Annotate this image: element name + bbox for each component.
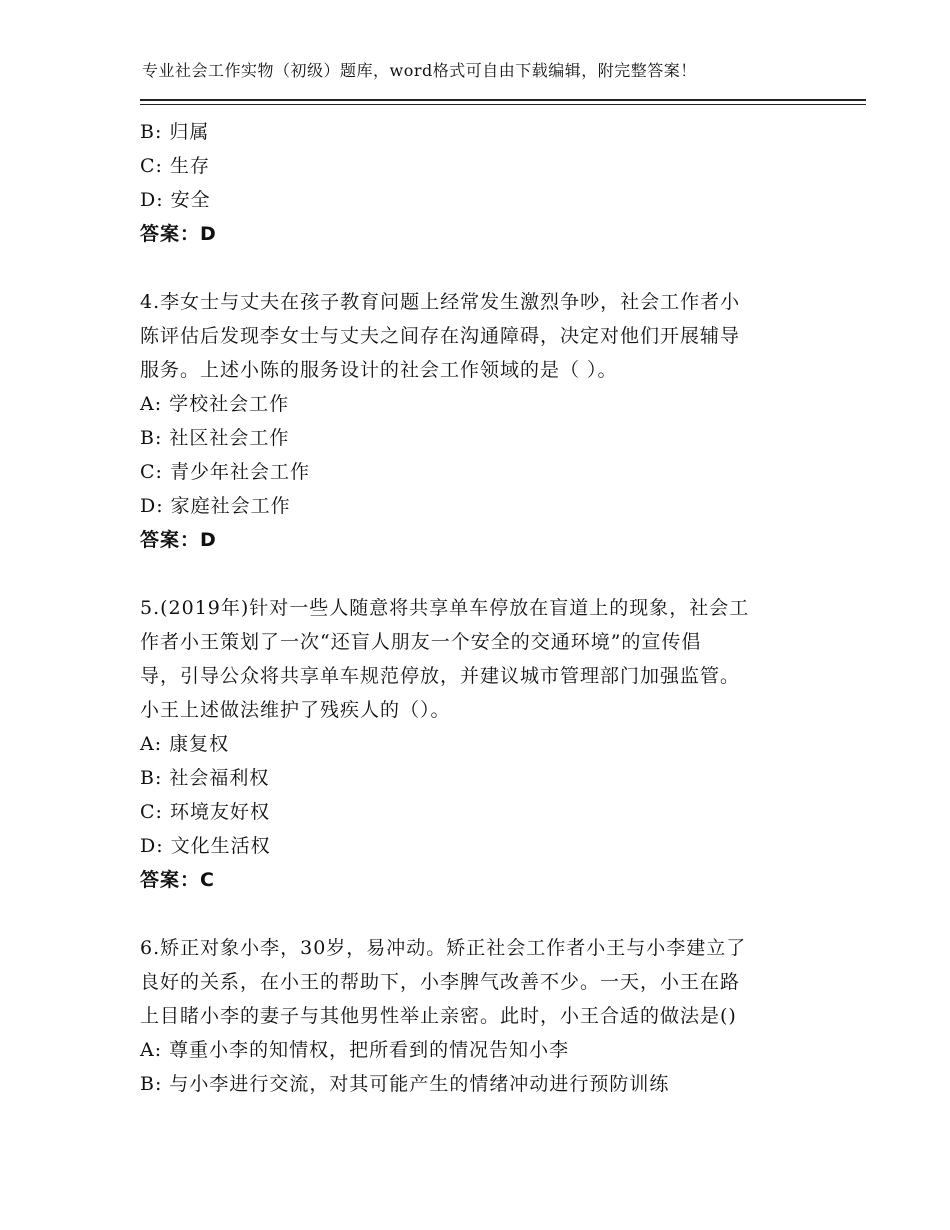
option-c: C: 环境友好权 (140, 801, 270, 823)
question-text-line: 导，引导公众将共享单车规范停放，并建议城市管理部门加强监管。 (140, 665, 741, 687)
option-c: C: 生存 (140, 155, 210, 177)
option-d: D: 安全 (140, 189, 211, 211)
question-text-line: 陈评估后发现李女士与丈夫之间存在沟通障碍，决定对他们开展辅导 (140, 325, 741, 347)
option-b: B: 归属 (140, 121, 210, 143)
question-text-line: 小王上述做法维护了残疾人的（）。 (140, 699, 451, 721)
answer: 答案：D (140, 223, 217, 245)
option-b: B: 与小李进行交流，对其可能产生的情绪冲动进行预防训练 (140, 1073, 670, 1095)
option-d: D: 文化生活权 (140, 835, 271, 857)
question-text-line: 上目睹小李的妻子与其他男性举止亲密。此时，小王合适的做法是() (140, 1005, 737, 1027)
header-rule-thick (140, 99, 866, 101)
option-c: C: 青少年社会工作 (140, 461, 310, 483)
question-text-line: 6.矫正对象小李，30岁，易冲动。矫正社会工作者小王与小李建立了 (140, 937, 747, 959)
option-a: A: 尊重小李的知情权，把所看到的情况告知小李 (140, 1039, 570, 1061)
document-body (140, 115, 800, 1101)
option-d: D: 家庭社会工作 (140, 495, 291, 517)
question-text-line: 4.李女士与丈夫在孩子教育问题上经常发生激烈争吵，社会工作者小 (140, 291, 741, 313)
question-text-line: 作者小王策划了一次“还盲人朋友一个安全的交通环境”的宣传倡 (140, 631, 702, 653)
question-text-line: 服务。上述小陈的服务设计的社会工作领域的是（ ）。 (140, 359, 618, 381)
answer: 答案：D (140, 529, 217, 551)
question-4 (140, 285, 800, 557)
question-5 (140, 591, 800, 897)
question-3 (140, 115, 800, 251)
question-6 (140, 931, 800, 1101)
question-text-line: 5.(2019年)针对一些人随意将共享单车停放在盲道上的现象，社会工 (140, 597, 750, 619)
page-header: 专业社会工作实物（初级）题库，word格式可自由下载编辑，附完整答案！ (142, 61, 697, 80)
option-a: A: 学校社会工作 (140, 393, 290, 415)
question-text-line: 良好的关系，在小王的帮助下，小李脾气改善不少。一天，小王在路 (140, 971, 741, 993)
option-b: B: 社区社会工作 (140, 427, 290, 449)
option-b: B: 社会福利权 (140, 767, 270, 789)
option-a: A: 康复权 (140, 733, 230, 755)
answer: 答案：C (140, 869, 215, 891)
header-rule-thin (140, 104, 866, 105)
